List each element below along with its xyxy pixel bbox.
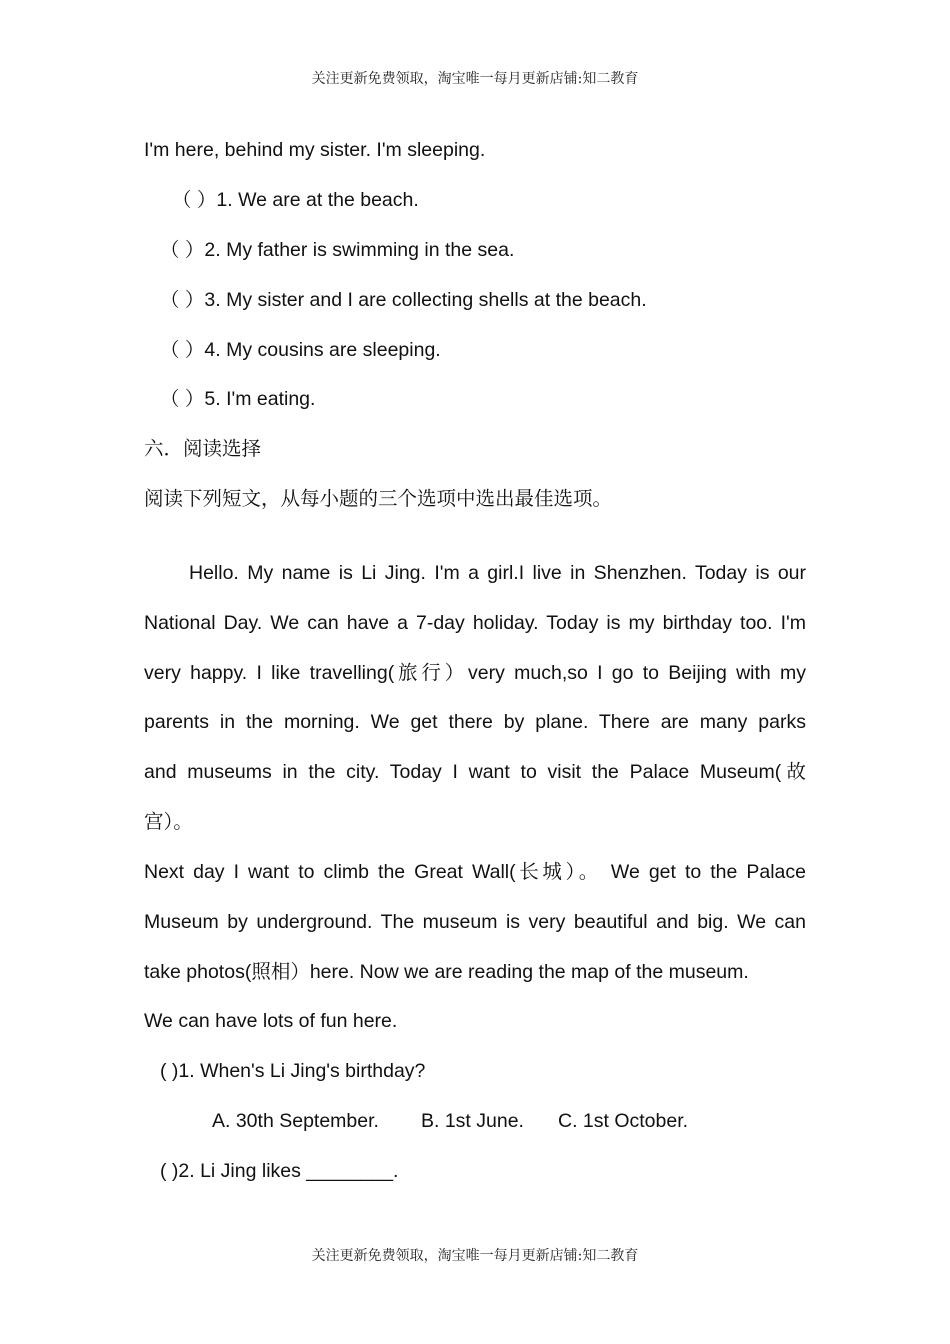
- passage-line: and museums in the city. Today I want to visit the Palace Museum(故: [144, 761, 806, 783]
- tf-question-2: （ ）2. My father is swimming in the sea.: [160, 239, 515, 261]
- passage-line: Hello. My name is Li Jing. I'm a girl.I live in Shenzhen. Today is our: [189, 562, 806, 584]
- passage-line: National Day. We can have a 7-day holiday. Today is my birthday too. I'm: [144, 612, 806, 634]
- mc-question-2: ( )2. Li Jing likes ________.: [160, 1160, 399, 1182]
- passage-line: parents in the morning. We get there by plane. There are many parks: [144, 711, 806, 733]
- page-footer: 关注更新免费领取，淘宝唯一每月更新店铺:知二教育: [311, 1248, 639, 1264]
- option-b: B. 1st June.: [421, 1110, 524, 1132]
- passage-line: very happy. I like travelling(旅行）very much,so I go to Beijing with my: [144, 662, 806, 684]
- page-header: 关注更新免费领取，淘宝唯一每月更新店铺:知二教育: [311, 71, 639, 87]
- tf-question-3: （ ）3. My sister and I are collecting shells at the beach.: [160, 289, 647, 311]
- mc-question-1-options: [212, 1109, 688, 1133]
- passage-line: 宫）。: [144, 811, 193, 833]
- passage-line: take photos(照相）here. Now we are reading the map of the museum.: [144, 961, 749, 983]
- option-c: C. 1st October.: [558, 1110, 689, 1132]
- tf-question-1: （ ）1. We are at the beach.: [172, 189, 419, 211]
- passage-line: Next day I want to climb the Great Wall(长城）。 We get to the Palace: [144, 861, 806, 883]
- tf-question-4: （ ）4. My cousins are sleeping.: [160, 339, 441, 361]
- passage-line: We can have lots of fun here.: [144, 1010, 398, 1032]
- option-a: A. 30th September.: [212, 1110, 379, 1132]
- section-instruction: 阅读下列短文，从每小题的三个选项中选出最佳选项。: [144, 487, 613, 510]
- section-title: 六．阅读选择: [144, 437, 262, 460]
- intro-line: I'm here, behind my sister. I'm sleeping.: [144, 139, 486, 161]
- passage-line: Museum by underground. The museum is very beautiful and big. We can: [144, 911, 806, 933]
- tf-question-5: （ ）5. I'm eating.: [160, 388, 316, 410]
- mc-question-1: ( )1. When's Li Jing's birthday?: [160, 1060, 426, 1082]
